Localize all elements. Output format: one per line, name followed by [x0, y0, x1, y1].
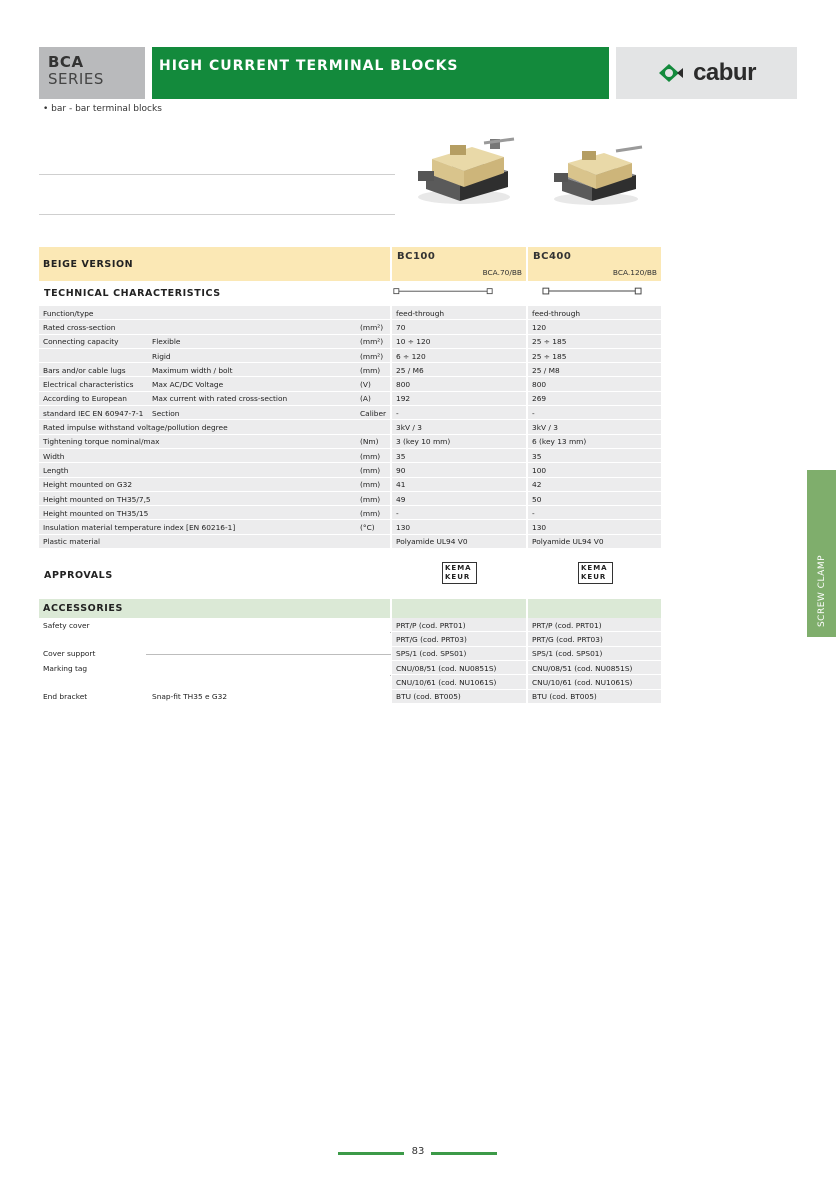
- table-row: [39, 492, 661, 506]
- subtitle: • bar - bar terminal blocks: [43, 104, 162, 114]
- value-bc100: 90: [396, 465, 406, 475]
- series-box: [39, 47, 145, 99]
- value-bc400: 25 / M8: [532, 365, 560, 375]
- accessory-bc100: CNU/08/51 (cod. NU0851S): [396, 663, 497, 673]
- value-bc100: 6 ÷ 120: [396, 351, 426, 361]
- row-label: Insulation material temperature index [EN 60216-1]: [43, 523, 236, 533]
- table-row: [39, 420, 661, 434]
- value-bc100: Polyamide UL94 V0: [396, 537, 468, 547]
- row-label: Bars and/or cable lugs: [43, 365, 126, 375]
- value-bc400: 6 (key 13 mm): [532, 437, 587, 447]
- accessory-row: [39, 675, 661, 689]
- row-unit: Caliber: [360, 408, 387, 418]
- logo-text: cabur: [693, 59, 756, 86]
- side-tab: [807, 470, 836, 637]
- row-unit: (Nm): [360, 437, 379, 447]
- accessory-bc100: PRT/G (cod. PRT03): [396, 634, 467, 644]
- row-label: Plastic material: [43, 537, 101, 547]
- value-bc400: 3kV / 3: [532, 423, 558, 433]
- value-bc100: 35: [396, 451, 406, 461]
- accessory-row: [39, 632, 661, 646]
- value-bc400: 269: [532, 394, 547, 404]
- row-unit: (mm²): [360, 322, 384, 332]
- value-bc400: 42: [532, 480, 542, 490]
- table-row: [39, 435, 661, 449]
- table-row: [39, 363, 661, 377]
- row-label: Height mounted on G32: [43, 480, 133, 490]
- accessories-header-row: [39, 599, 661, 618]
- cabur-logo-icon: [657, 62, 687, 84]
- accessory-label: Safety cover: [43, 620, 90, 630]
- accessory-row: [39, 647, 661, 661]
- spec-table: [39, 247, 661, 704]
- value-bc400: 130: [532, 523, 547, 533]
- value-bc400: Polyamide UL94 V0: [532, 537, 604, 547]
- row-sublabel: Section: [152, 408, 180, 418]
- value-bc400: 35: [532, 451, 542, 461]
- row-unit: (mm²): [360, 351, 384, 361]
- table-row: [39, 377, 661, 391]
- table-row: [39, 506, 661, 520]
- value-bc100: 41: [396, 480, 406, 490]
- table-row: [39, 406, 661, 420]
- value-bc100: -: [396, 408, 399, 418]
- row-unit: (mm): [360, 508, 381, 518]
- approvals-label: APPROVALS: [44, 570, 113, 582]
- table-row: [39, 335, 661, 349]
- row-unit: (mm): [360, 465, 381, 475]
- accessory-label: Marking tag: [43, 663, 88, 673]
- series-word: SERIES: [48, 70, 104, 88]
- feed-through-symbol-icon: [542, 287, 642, 297]
- row-unit: (mm): [360, 451, 381, 461]
- table-row: [39, 392, 661, 406]
- table-row: [39, 520, 661, 534]
- value-bc400: feed-through: [532, 308, 581, 318]
- side-tab-label: SCREW CLAMP: [817, 554, 827, 628]
- row-unit: (V): [360, 380, 371, 390]
- accessory-bc400: BTU (cod. BT005): [532, 692, 597, 702]
- row-unit: (A): [360, 394, 371, 404]
- row-unit: (mm): [360, 494, 381, 504]
- value-bc400: 25 ÷ 185: [532, 337, 567, 347]
- version-label: BEIGE VERSION: [43, 258, 134, 270]
- value-bc100: 192: [396, 394, 411, 404]
- value-bc100: 130: [396, 523, 411, 533]
- value-bc100: 3 (key 10 mm): [396, 437, 451, 447]
- accessory-row: [39, 661, 661, 675]
- accessory-row: [39, 618, 661, 632]
- kema-keur-mark: [442, 562, 477, 584]
- row-sublabel: Rigid: [152, 351, 171, 361]
- accessory-bc400: CNU/10/61 (cod. NU1061S): [532, 677, 633, 687]
- row-label: Width: [43, 451, 65, 461]
- row-sublabel: Flexible: [152, 337, 181, 347]
- table-row: [39, 449, 661, 463]
- series-code: BCA: [48, 53, 84, 71]
- table-row: [39, 320, 661, 334]
- value-bc400: -: [532, 408, 535, 418]
- row-label: Connecting capacity: [43, 337, 119, 347]
- value-bc400: 25 ÷ 185: [532, 351, 567, 361]
- row-label: Rated cross-section: [43, 322, 116, 332]
- model-code: BCA.120/BB: [612, 268, 657, 277]
- approvals-row: [39, 549, 661, 599]
- value-bc400: 50: [532, 494, 542, 504]
- accessory-bc100: BTU (cod. BT005): [396, 692, 461, 702]
- value-bc100: 800: [396, 380, 411, 390]
- model-code: BCA.70/BB: [482, 268, 522, 277]
- value-bc100: 25 / M6: [396, 365, 424, 375]
- row-label: Height mounted on TH35/7,5: [43, 494, 151, 504]
- value-bc100: 70: [396, 322, 406, 332]
- accessory-label: End bracket: [43, 692, 88, 702]
- row-unit: (°C): [360, 523, 375, 533]
- tech-characteristics-label: TECHNICAL CHARACTERISTICS: [44, 288, 221, 299]
- row-label: Electrical characteristics: [43, 380, 134, 390]
- value-bc400: 100: [532, 465, 547, 475]
- row-unit: (mm): [360, 365, 381, 375]
- page-title: HIGH CURRENT TERMINAL BLOCKS: [159, 58, 459, 74]
- value-bc100: 10 ÷ 120: [396, 337, 431, 347]
- value-bc400: -: [532, 508, 535, 518]
- row-label: Length: [43, 465, 69, 475]
- row-label: standard IEC EN 60947-7-1: [43, 408, 144, 418]
- value-bc100: feed-through: [396, 308, 445, 318]
- row-sublabel: Max AC/DC Voltage: [152, 380, 224, 390]
- accessory-label: Cover support: [43, 649, 96, 659]
- row-label: Rated impulse withstand voltage/pollution degree: [43, 423, 228, 433]
- table-row: [39, 478, 661, 492]
- table-row: [39, 463, 661, 477]
- feed-through-symbol-icon: [393, 287, 493, 297]
- row-sublabel: Maximum width / bolt: [152, 365, 233, 375]
- version-header-row: [39, 247, 661, 281]
- footer-line: [338, 1152, 404, 1155]
- divider: [39, 174, 395, 175]
- model-name: BC400: [533, 251, 572, 262]
- value-bc400: 120: [532, 322, 547, 332]
- spec-rows: [39, 306, 661, 549]
- table-row: [39, 306, 661, 320]
- accessory-bc400: PRT/P (cod. PRT01): [532, 620, 602, 630]
- accessories-label: ACCESSORIES: [43, 603, 123, 615]
- accessory-bc400: SPS/1 (cod. SPS01): [532, 649, 603, 659]
- accessory-bc400: PRT/G (cod. PRT03): [532, 634, 603, 644]
- kema-keur-mark: [578, 562, 613, 584]
- accessory-sublabel: Snap-fit TH35 e G32: [152, 692, 228, 702]
- table-row: [39, 535, 661, 549]
- accessory-bc100: SPS/1 (cod. SPS01): [396, 649, 467, 659]
- page-number: 83: [411, 1146, 425, 1157]
- accessory-bc400: CNU/08/51 (cod. NU0851S): [532, 663, 633, 673]
- row-unit: (mm²): [360, 337, 384, 347]
- table-row: [39, 349, 661, 363]
- accessory-bc100: CNU/10/61 (cod. NU1061S): [396, 677, 497, 687]
- page-title-bar: [152, 47, 609, 99]
- leader-line: [146, 654, 391, 655]
- technical-header-row: [39, 281, 661, 306]
- brand-logo: [616, 47, 797, 99]
- row-label: Tightening torque nominal/max: [43, 437, 160, 447]
- value-bc100: -: [396, 508, 399, 518]
- value-bc100: 49: [396, 494, 406, 504]
- row-label: Height mounted on TH35/15: [43, 508, 149, 518]
- row-sublabel: Max current with rated cross-section: [152, 394, 288, 404]
- row-label: Function/type: [43, 308, 94, 318]
- row-unit: (mm): [360, 480, 381, 490]
- value-bc400: 800: [532, 380, 547, 390]
- accessory-bc100: PRT/P (cod. PRT01): [396, 620, 466, 630]
- model-name: BC100: [397, 251, 436, 262]
- product-image-bc400: [546, 143, 646, 207]
- accessory-rows: [39, 618, 661, 704]
- footer-line: [431, 1152, 497, 1155]
- kema-keur-text: KEMA KEUR: [581, 564, 608, 582]
- product-image-bc100: [408, 135, 520, 207]
- accessory-row: [39, 690, 661, 704]
- kema-keur-text: KEMA KEUR: [445, 564, 472, 582]
- divider: [39, 214, 395, 215]
- value-bc100: 3kV / 3: [396, 423, 422, 433]
- row-label: According to European: [43, 394, 127, 404]
